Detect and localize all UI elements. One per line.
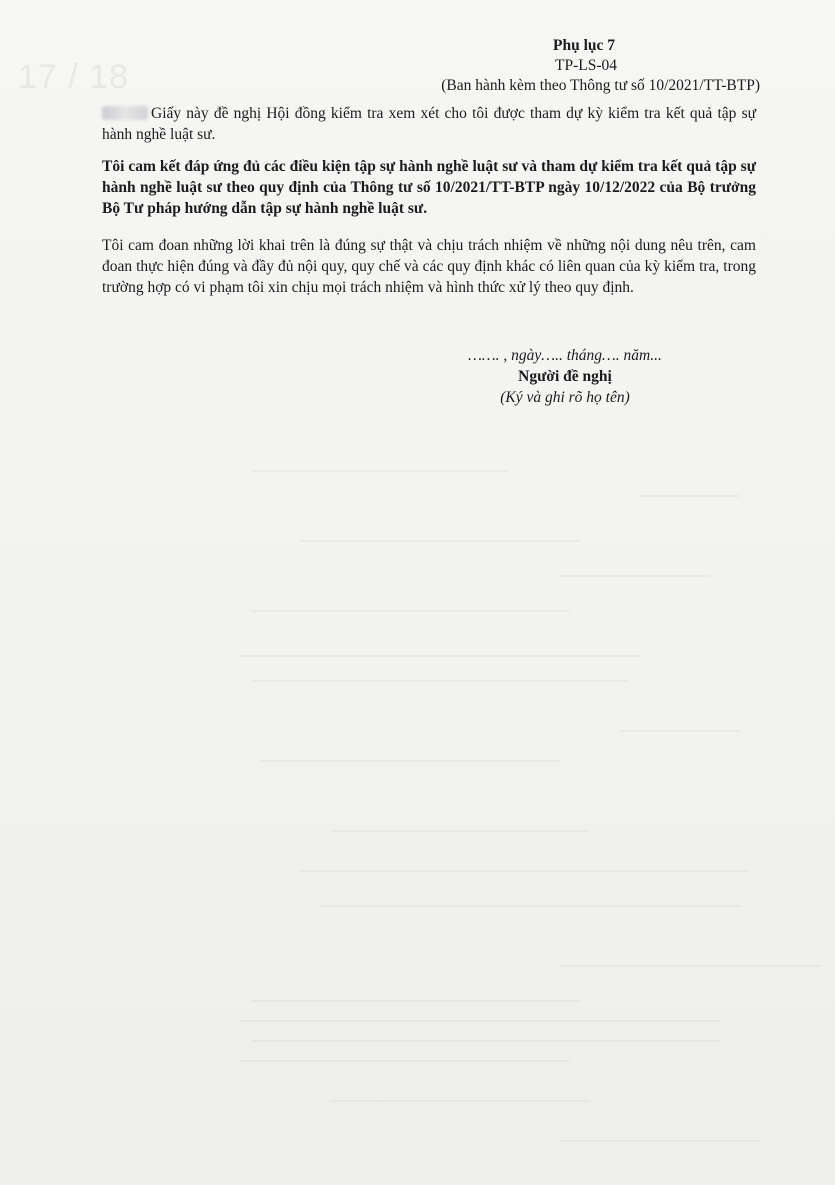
show-through-line xyxy=(300,870,750,872)
show-through-line xyxy=(300,540,580,542)
form-code: TP-LS-04 xyxy=(555,57,617,74)
show-through-line xyxy=(620,730,740,732)
show-through-line xyxy=(330,1100,590,1102)
date-line: ……. , ngày….. tháng…. năm... xyxy=(468,347,662,364)
signer-title: Người đề nghị xyxy=(518,368,612,385)
show-through-line xyxy=(320,905,740,907)
show-through-line xyxy=(260,760,560,762)
declaration-paragraph: Tôi cam đoan những lời khai trên là đúng sự thật và chịu trách nhiệm về những nội dung nêu trên, cam đoan thực hiện đúng và đầy đủ nội quy, quy chế và các quy định khác có liên quan của kỳ kiểm tra, trong trường hợp có vi phạm tôi xin chịu mọi trách nhiệm và hình thức xử lý theo quy định. xyxy=(102,237,756,296)
page-indicator: 17 / 18 xyxy=(18,58,129,96)
show-through-line xyxy=(250,470,510,472)
commitment-paragraph: Tôi cam kết đáp ứng đủ các điều kiện tập sự hành nghề luật sư và tham dự kiểm tra kết quả tập sự hành nghề luật sư theo quy định của Thông tư số 10/2021/TT-BTP ngày 10/12/2022 của Bộ trưởng Bộ Tư pháp hướng dẫn tập sự hành nghề luật sư. xyxy=(102,158,756,217)
signature-note: (Ký và ghi rõ họ tên) xyxy=(500,389,630,406)
request-paragraph-text: Giấy này đề nghị Hội đồng kiểm tra xem xét cho tôi được tham dự kỳ kiểm tra kết quả tập sự hành nghề luật sư. xyxy=(102,105,756,143)
appendix-title: Phụ lục 7 xyxy=(552,37,615,54)
show-through-line xyxy=(250,610,570,612)
request-paragraph xyxy=(102,103,756,145)
show-through-line xyxy=(250,1040,720,1042)
show-through-line xyxy=(330,830,590,832)
show-through-line xyxy=(240,1060,570,1062)
show-through-line xyxy=(560,1140,760,1142)
signature-block xyxy=(440,345,690,408)
show-through-line xyxy=(560,965,820,967)
show-through-line xyxy=(640,495,740,497)
form-header xyxy=(400,36,760,96)
show-through-line xyxy=(250,1000,580,1002)
show-through-line xyxy=(560,575,710,577)
show-through-line xyxy=(240,1020,720,1022)
header-note: (Ban hành kèm theo Thông tư số 10/2021/TT-BTP) xyxy=(441,77,760,94)
show-through-line xyxy=(250,680,630,682)
show-through-line xyxy=(240,655,640,657)
redacted-text xyxy=(102,106,148,120)
